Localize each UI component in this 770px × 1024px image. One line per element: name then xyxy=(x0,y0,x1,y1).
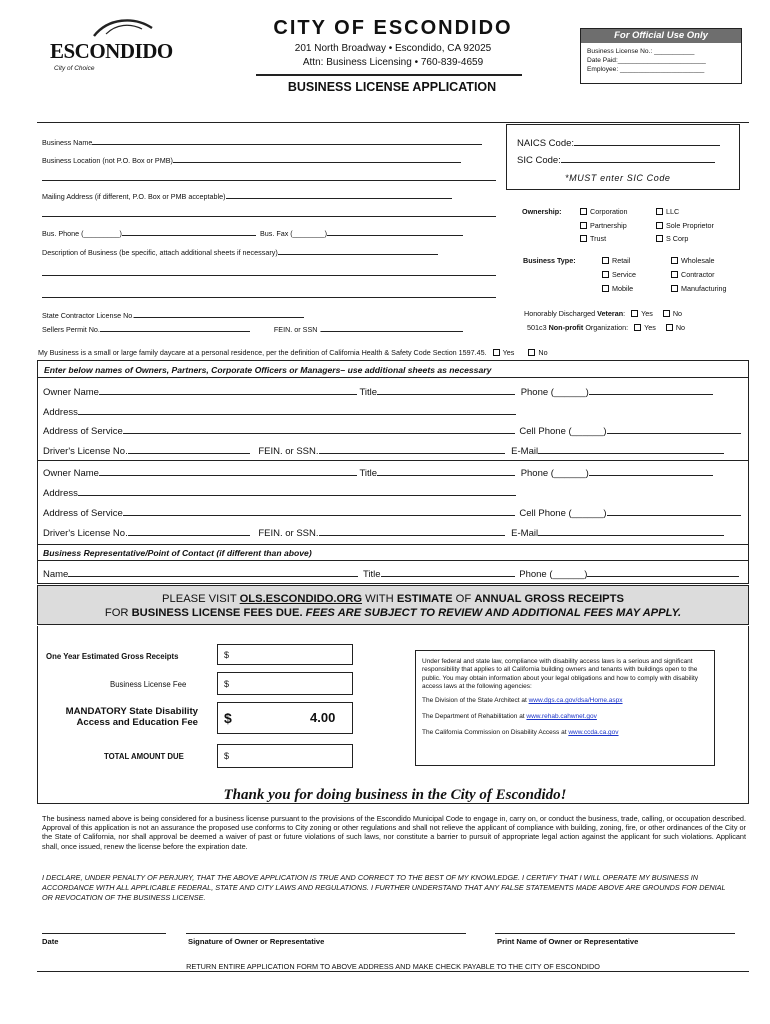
owner1-title-field[interactable] xyxy=(377,386,515,395)
official-date-paid: Date Paid:________________________ xyxy=(587,57,706,64)
owner2-license-row: Driver's License No. FEIN. or SSN. E-Mail xyxy=(43,527,724,539)
agency-dsa: The Division of the State Architect at www.dgs.ca.gov/dsa/Home.aspx xyxy=(422,697,623,705)
visit-line1: PLEASE VISIT OLS.ESCONDIDO.ORG WITH ESTIMATE OF ANNUAL GROSS RECEIPTS xyxy=(162,593,624,605)
header-rule xyxy=(256,74,522,76)
ownership-sole-proprietor[interactable]: Sole Proprietor xyxy=(656,221,714,230)
must-sic-note: *MUST enter SIC Code xyxy=(565,173,671,183)
bus-phone-field[interactable] xyxy=(122,227,256,236)
fein-field[interactable] xyxy=(321,323,463,332)
rep-title-field[interactable] xyxy=(381,568,515,577)
owner2-cell-field[interactable] xyxy=(607,507,741,516)
sic-label: SIC Code: xyxy=(517,155,561,166)
description-line3[interactable] xyxy=(42,297,496,298)
llc-checkbox[interactable] xyxy=(656,208,663,215)
signature-label: Signature of Owner or Representative xyxy=(188,937,325,946)
type-wholesale[interactable]: Wholesale xyxy=(671,256,715,265)
ownership-label: Ownership: xyxy=(522,207,562,216)
owners-title-rule xyxy=(37,377,749,378)
ownership-partnership[interactable]: Partnership xyxy=(580,221,627,230)
sic-field[interactable] xyxy=(561,154,715,163)
mandatory-fee-field: $ 4.00 xyxy=(217,702,353,734)
manufacturing-checkbox[interactable] xyxy=(671,285,678,292)
rep-divider xyxy=(37,544,749,545)
license-fee-field[interactable]: $ xyxy=(217,672,353,695)
naics-label: NAICS Code: xyxy=(517,138,575,149)
rep-name-field[interactable] xyxy=(68,568,358,577)
owner2-title-field[interactable] xyxy=(377,467,515,476)
owner1-address-row: Address xyxy=(43,406,516,418)
owner2-fein-field[interactable] xyxy=(319,527,505,536)
ccda-link[interactable]: www.ccda.ca.gov xyxy=(568,729,619,737)
business-location-field[interactable] xyxy=(173,154,461,163)
date-signature-line[interactable] xyxy=(42,933,166,934)
city-attn: Attn: Business Licensing • 760-839-4659 xyxy=(302,57,484,68)
naics-row xyxy=(517,137,720,149)
rep-phone-field[interactable] xyxy=(587,568,739,577)
daycare-no-checkbox[interactable] xyxy=(528,349,535,356)
owner-divider xyxy=(37,460,749,461)
owners-section-title: Enter below names of Owners, Partners, Corporate Officers or Managers– use additional sheets as necessary xyxy=(44,365,492,375)
type-manufacturing[interactable]: Manufacturing xyxy=(671,284,727,293)
s-corp-checkbox[interactable] xyxy=(656,235,663,242)
description-label: Description of Business (be specific, attach additional sheets if necessary) xyxy=(42,248,278,257)
wholesale-checkbox[interactable] xyxy=(671,257,678,264)
sic-row xyxy=(517,154,715,166)
service-checkbox[interactable] xyxy=(602,271,609,278)
owner1-phone-field[interactable] xyxy=(589,386,713,395)
owner2-phone-field[interactable] xyxy=(589,467,713,476)
ownership-s-corp[interactable]: S Corp xyxy=(656,234,688,243)
ada-info-box xyxy=(415,650,715,766)
official-use-header: For Official Use Only xyxy=(581,29,741,43)
business-type-label: Business Type: xyxy=(523,256,576,265)
daycare-text: My Business is a small or large family daycare at a personal residence, per the definition of California Health & Safety Code Section 1597.45. xyxy=(38,348,487,357)
owner2-service-row: Address of Service Cell Phone (______) xyxy=(43,507,741,519)
mailing-address-line2[interactable] xyxy=(42,216,496,217)
owner2-service-field[interactable] xyxy=(123,507,515,516)
bus-fax-label: Bus. Fax (________) xyxy=(259,229,328,238)
ownership-corporation[interactable]: Corporation xyxy=(580,207,628,216)
owner2-name-field[interactable] xyxy=(99,467,357,476)
city-title: CITY OF ESCONDIDO xyxy=(273,17,513,39)
contractor-field[interactable] xyxy=(134,309,304,318)
total-field[interactable]: $ xyxy=(217,744,353,768)
trust-checkbox[interactable] xyxy=(580,235,587,242)
contractor-checkbox[interactable] xyxy=(671,271,678,278)
phone-fax-row xyxy=(42,227,463,238)
sellers-row xyxy=(42,323,463,334)
footer-rule xyxy=(37,971,749,972)
agency-rehab: The Department of Rehabilitation at www.rehab.cahwnet.gov xyxy=(422,713,597,721)
ols-link[interactable]: OLS.ESCONDIDO.ORG xyxy=(239,593,363,605)
owner1-address-field[interactable] xyxy=(78,406,516,415)
type-mobile[interactable]: Mobile xyxy=(602,284,633,293)
agency-ccda: The California Commission on Disability Access at www.ccda.ca.gov xyxy=(422,729,619,737)
total-label: TOTAL AMOUNT DUE xyxy=(104,752,184,761)
official-license-no: Business License No.: ___________ xyxy=(587,48,695,55)
contractor-label: State Contractor License No. xyxy=(42,311,135,320)
visit-banner xyxy=(37,585,749,625)
retail-checkbox[interactable] xyxy=(602,257,609,264)
bus-fax-field[interactable] xyxy=(327,227,463,236)
ownership-llc[interactable]: LLC xyxy=(656,207,679,216)
ada-paragraph: Under federal and state law, compliance with disability access laws is a serious and significant responsibility that applies to all California building owners and tenants with buildings open to the public. You may obtain information about your legal obligations and how to comply with disability access laws at the following agencies: xyxy=(422,658,699,690)
owner2-address-row: Address xyxy=(43,487,516,499)
mandatory-fee-value: 4.00 xyxy=(310,710,336,725)
visit-line2: FOR BUSINESS LICENSE FEES DUE. FEES ARE SUBJECT TO REVIEW AND ADDITIONAL FEES MAY APPLY. xyxy=(104,607,682,619)
mailing-address-label: Mailing Address (if different, P.O. Box or PMB acceptable) xyxy=(42,192,226,201)
print-name-line[interactable] xyxy=(495,933,735,934)
owner1-fein-field[interactable] xyxy=(319,445,505,454)
veteran-no-checkbox[interactable] xyxy=(663,310,670,317)
business-name-field[interactable] xyxy=(92,136,482,145)
corporation-checkbox[interactable] xyxy=(580,208,587,215)
official-use-box xyxy=(580,28,742,84)
daycare-yes-checkbox[interactable] xyxy=(493,349,500,356)
mailing-address-row xyxy=(42,190,452,201)
rep-title: Business Representative/Point of Contact (if different than above) xyxy=(43,548,312,558)
date-label: Date xyxy=(42,937,59,946)
type-service[interactable]: Service xyxy=(602,270,636,279)
naics-field[interactable] xyxy=(574,137,720,146)
mobile-checkbox[interactable] xyxy=(602,285,609,292)
logo-word: ESCONDIDO xyxy=(50,39,173,63)
owner1-email-field[interactable] xyxy=(538,445,724,454)
sellers-label: Sellers Permit No. xyxy=(42,325,100,334)
business-name-label: Business Name xyxy=(42,138,93,147)
gross-field[interactable]: $ xyxy=(217,644,353,665)
type-contractor[interactable]: Contractor xyxy=(671,270,715,279)
owner1-service-row: Address of Service Cell Phone (______) xyxy=(43,425,741,437)
owner2-license-field[interactable] xyxy=(128,527,250,536)
nonprofit-yes-checkbox[interactable] xyxy=(634,324,641,331)
return-instructions: RETURN ENTIRE APPLICATION FORM TO ABOVE ADDRESS AND MAKE CHECK PAYABLE TO THE CITY OF ESCONDIDO xyxy=(186,962,600,971)
business-name-row xyxy=(42,136,482,147)
description-row xyxy=(42,246,438,257)
rep-title-rule xyxy=(37,560,749,561)
license-fee-label: Business License Fee xyxy=(110,680,187,689)
print-name-label: Print Name of Owner or Representative xyxy=(497,937,639,946)
nonprofit-no-checkbox[interactable] xyxy=(666,324,673,331)
owner2-address-field[interactable] xyxy=(78,487,516,496)
city-address: 201 North Broadway • Escondido, CA 92025 xyxy=(294,43,492,54)
daycare-row: My Business is a small or large family daycare at a personal residence, per the definition of California Health & Safety Code Section 1597.45. Yes No xyxy=(38,348,548,357)
sole-proprietor-checkbox[interactable] xyxy=(656,222,663,229)
city-logo xyxy=(48,14,173,76)
contractor-row xyxy=(42,309,304,320)
owner2-name-row: Owner Name Title Phone (______) xyxy=(43,467,713,479)
owner1-license-field[interactable] xyxy=(128,445,250,454)
declaration-paragraph: I DECLARE, UNDER PENALTY OF PERJURY, THAT THE ABOVE APPLICATION IS TRUE AND CORRECT TO THE BEST OF MY KNOWLEDGE. I CERTIFY THAT I WILL OPERATE MY BUSINESS IN ACCORDANCE WITH ALL APPLICABLE FEDERAL, STATE AND CITY LAWS AND REGULATIONS. I FURTHER UNDERSTAND THAT ANY FALSE STATEMENTS MADE ABOVE ARE GROUNDS FOR DENIAL OR REVOCATION OF THE BUSINESS LICENSE. xyxy=(42,873,726,903)
mailing-address-field[interactable] xyxy=(226,190,452,199)
sellers-field[interactable] xyxy=(100,323,250,332)
form-title: BUSINESS LICENSE APPLICATION xyxy=(287,80,497,94)
dsa-link[interactable]: www.dgs.ca.gov/dsa/Home.aspx xyxy=(528,697,623,705)
description-line2[interactable] xyxy=(42,275,496,276)
business-location-line2[interactable] xyxy=(42,180,496,181)
owner1-license-row: Driver's License No. FEIN. or SSN. E-Mail xyxy=(43,445,724,457)
veteran-yes-checkbox[interactable] xyxy=(631,310,638,317)
logo-tagline: City of Choice xyxy=(54,65,95,72)
nonprofit-row: 501c3 Non-profit Organization: Yes No xyxy=(527,323,686,332)
gross-label: One Year Estimated Gross Receipts xyxy=(46,652,179,661)
partnership-checkbox[interactable] xyxy=(580,222,587,229)
owner1-service-field[interactable] xyxy=(123,425,515,434)
rehab-link[interactable]: www.rehab.cahwnet.gov xyxy=(526,713,597,721)
business-location-row xyxy=(42,154,461,165)
ownership-trust[interactable]: Trust xyxy=(580,234,606,243)
naics-sic-box xyxy=(506,124,740,190)
owner-signature-line[interactable] xyxy=(186,933,466,934)
thank-you-message: Thank you for doing business in the City of Escondido! xyxy=(223,787,567,803)
business-location-label: Business Location (not P.O. Box or PMB) xyxy=(42,156,173,165)
bus-phone-label: Bus. Phone (_________) xyxy=(42,229,122,238)
official-employee: Employee: _______________________ xyxy=(587,66,705,73)
owner1-name-field[interactable] xyxy=(99,386,357,395)
owner2-email-field[interactable] xyxy=(538,527,724,536)
mandatory-label: MANDATORY State Disability Access and Education Fee xyxy=(65,706,198,728)
approval-paragraph: The business named above is being considered for a business license pursuant to the provisions of the Escondido Municipal Code to engage in, carry on, or conduct the business, trade, calling, or occupation described. Approval of this application is not an assurance the proposed use conforms to City zoning or other regulations and shall not relieve the applicant of compliance with building, zoning, fire, or other ordinances of the City or the State of California, nor shall approval be deemed a waiver of past or future violations of such laws, nor constitute a barrier to pursuit of appropriate legal action against the applicant for such violations. Applicant shall, once issued, renew the license before the expiration date. xyxy=(42,814,746,851)
description-field[interactable] xyxy=(278,246,438,255)
veteran-row: Honorably Discharged Veteran: Yes No xyxy=(524,309,683,318)
owner1-name-row: Owner Name Title Phone (______) xyxy=(43,386,713,398)
owner1-cell-field[interactable] xyxy=(607,425,741,434)
rep-name-row: Name Title Phone (______) xyxy=(43,568,739,580)
type-retail[interactable]: Retail xyxy=(602,256,630,265)
fein-label: FEIN. or SSN . xyxy=(273,325,322,334)
